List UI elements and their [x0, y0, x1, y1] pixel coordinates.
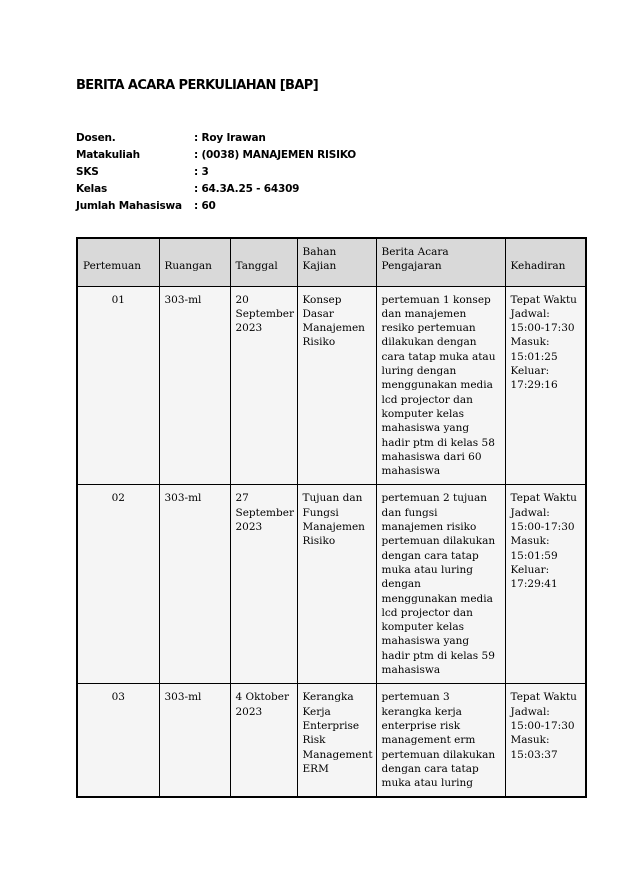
table-header-row: [77, 238, 586, 286]
kehadiran-line: Jadwal:: [510, 307, 550, 320]
cell-ruangan: 303-ml: [159, 286, 230, 485]
cell-kehadiran: [505, 286, 586, 485]
kehadiran-line: Masuk:: [510, 336, 550, 349]
cell-bahan-kajian: Kerangka Kerja Enterprise Risk Management ERM: [297, 684, 376, 798]
cell-pertemuan: 01: [77, 286, 159, 485]
kehadiran-line: 15:00-17:30: [510, 719, 575, 732]
cell-tanggal: 20 September 2023: [230, 286, 297, 485]
header-tanggal: Tanggal: [230, 238, 297, 286]
kehadiran-line: 15:00-17:30: [510, 322, 575, 335]
kehadiran-line: 15:03:37: [510, 748, 558, 761]
cell-berita-acara: pertemuan 3 kerangka kerja enterprise risk management erm pertemuan dilakukan dengan cara tatap muka atau luring: [376, 684, 505, 798]
kehadiran-line: Keluar:: [510, 365, 550, 378]
info-label: Matakuliah: [76, 149, 140, 161]
kehadiran-line: 17:29:41: [510, 578, 558, 591]
kehadiran-status: Tepat Waktu: [510, 293, 577, 306]
kehadiran-line: Jadwal:: [510, 705, 550, 718]
cell-kehadiran: [505, 485, 586, 684]
kehadiran-line: 15:01:59: [510, 549, 558, 562]
info-value: : 64.3A.25 - 64309: [194, 183, 300, 195]
kehadiran-line: 15:01:25: [510, 350, 558, 363]
kehadiran-line: Jadwal:: [510, 506, 550, 519]
info-label: Jumlah Mahasiswa: [76, 200, 182, 212]
cell-berita-acara: pertemuan 1 konsep dan manajemen resiko pertemuan dilakukan dengan cara tatap muka atau luring dengan menggunakan media lcd projector dan komputer kelas mahasiswa yang hadir ptm di kelas 58 mahasiswa dari 60 mahasiswa: [376, 286, 505, 485]
kehadiran-line: Masuk:: [510, 734, 550, 747]
cell-ruangan: 303-ml: [159, 485, 230, 684]
info-value: : 3: [194, 166, 209, 178]
cell-bahan-kajian: Tujuan dan Fungsi Manajemen Risiko: [297, 485, 376, 684]
bap-table: [76, 237, 587, 798]
info-label: Kelas: [76, 183, 108, 195]
kehadiran-line: 17:29:16: [510, 379, 558, 392]
cell-bahan-kajian: Konsep Dasar Manajemen Risiko: [297, 286, 376, 485]
info-value: : Roy Irawan: [194, 132, 266, 144]
info-label: Dosen.: [76, 132, 116, 144]
info-value: : 60: [194, 200, 216, 212]
kehadiran-status: Tepat Waktu: [510, 492, 577, 505]
kehadiran-status: Tepat Waktu: [510, 691, 577, 704]
cell-tanggal: 27 September 2023: [230, 485, 297, 684]
table-row: [77, 485, 586, 684]
kehadiran-line: 15:00-17:30: [510, 521, 575, 534]
cell-ruangan: 303-ml: [159, 684, 230, 798]
info-value: : (0038) MANAJEMEN RISIKO: [194, 149, 357, 161]
cell-tanggal: 4 Oktober 2023: [230, 684, 297, 798]
header-pertemuan: Pertemuan: [77, 238, 159, 286]
cell-pertemuan: 03: [77, 684, 159, 798]
header-ruangan: Ruangan: [159, 238, 230, 286]
table-row: [77, 684, 586, 798]
header-bahan-kajian: Bahan Kajian: [297, 238, 376, 286]
kehadiran-line: Masuk:: [510, 535, 550, 548]
cell-pertemuan: 02: [77, 485, 159, 684]
table-row: [77, 286, 586, 485]
page-title: BERITA ACARA PERKULIAHAN [BAP]: [76, 78, 319, 93]
cell-kehadiran: [505, 684, 586, 798]
kehadiran-line: Keluar:: [510, 563, 550, 576]
header-berita-acara: Berita Acara Pengajaran: [376, 238, 505, 286]
header-kehadiran: Kehadiran: [505, 238, 586, 286]
info-label: SKS: [76, 166, 99, 178]
cell-berita-acara: pertemuan 2 tujuan dan fungsi manajemen risiko pertemuan dilakukan dengan cara tatap muka atau luring dengan menggunakan media lcd projector dan komputer kelas mahasiswa yang hadir ptm di kelas 59 mahasiswa: [376, 485, 505, 684]
